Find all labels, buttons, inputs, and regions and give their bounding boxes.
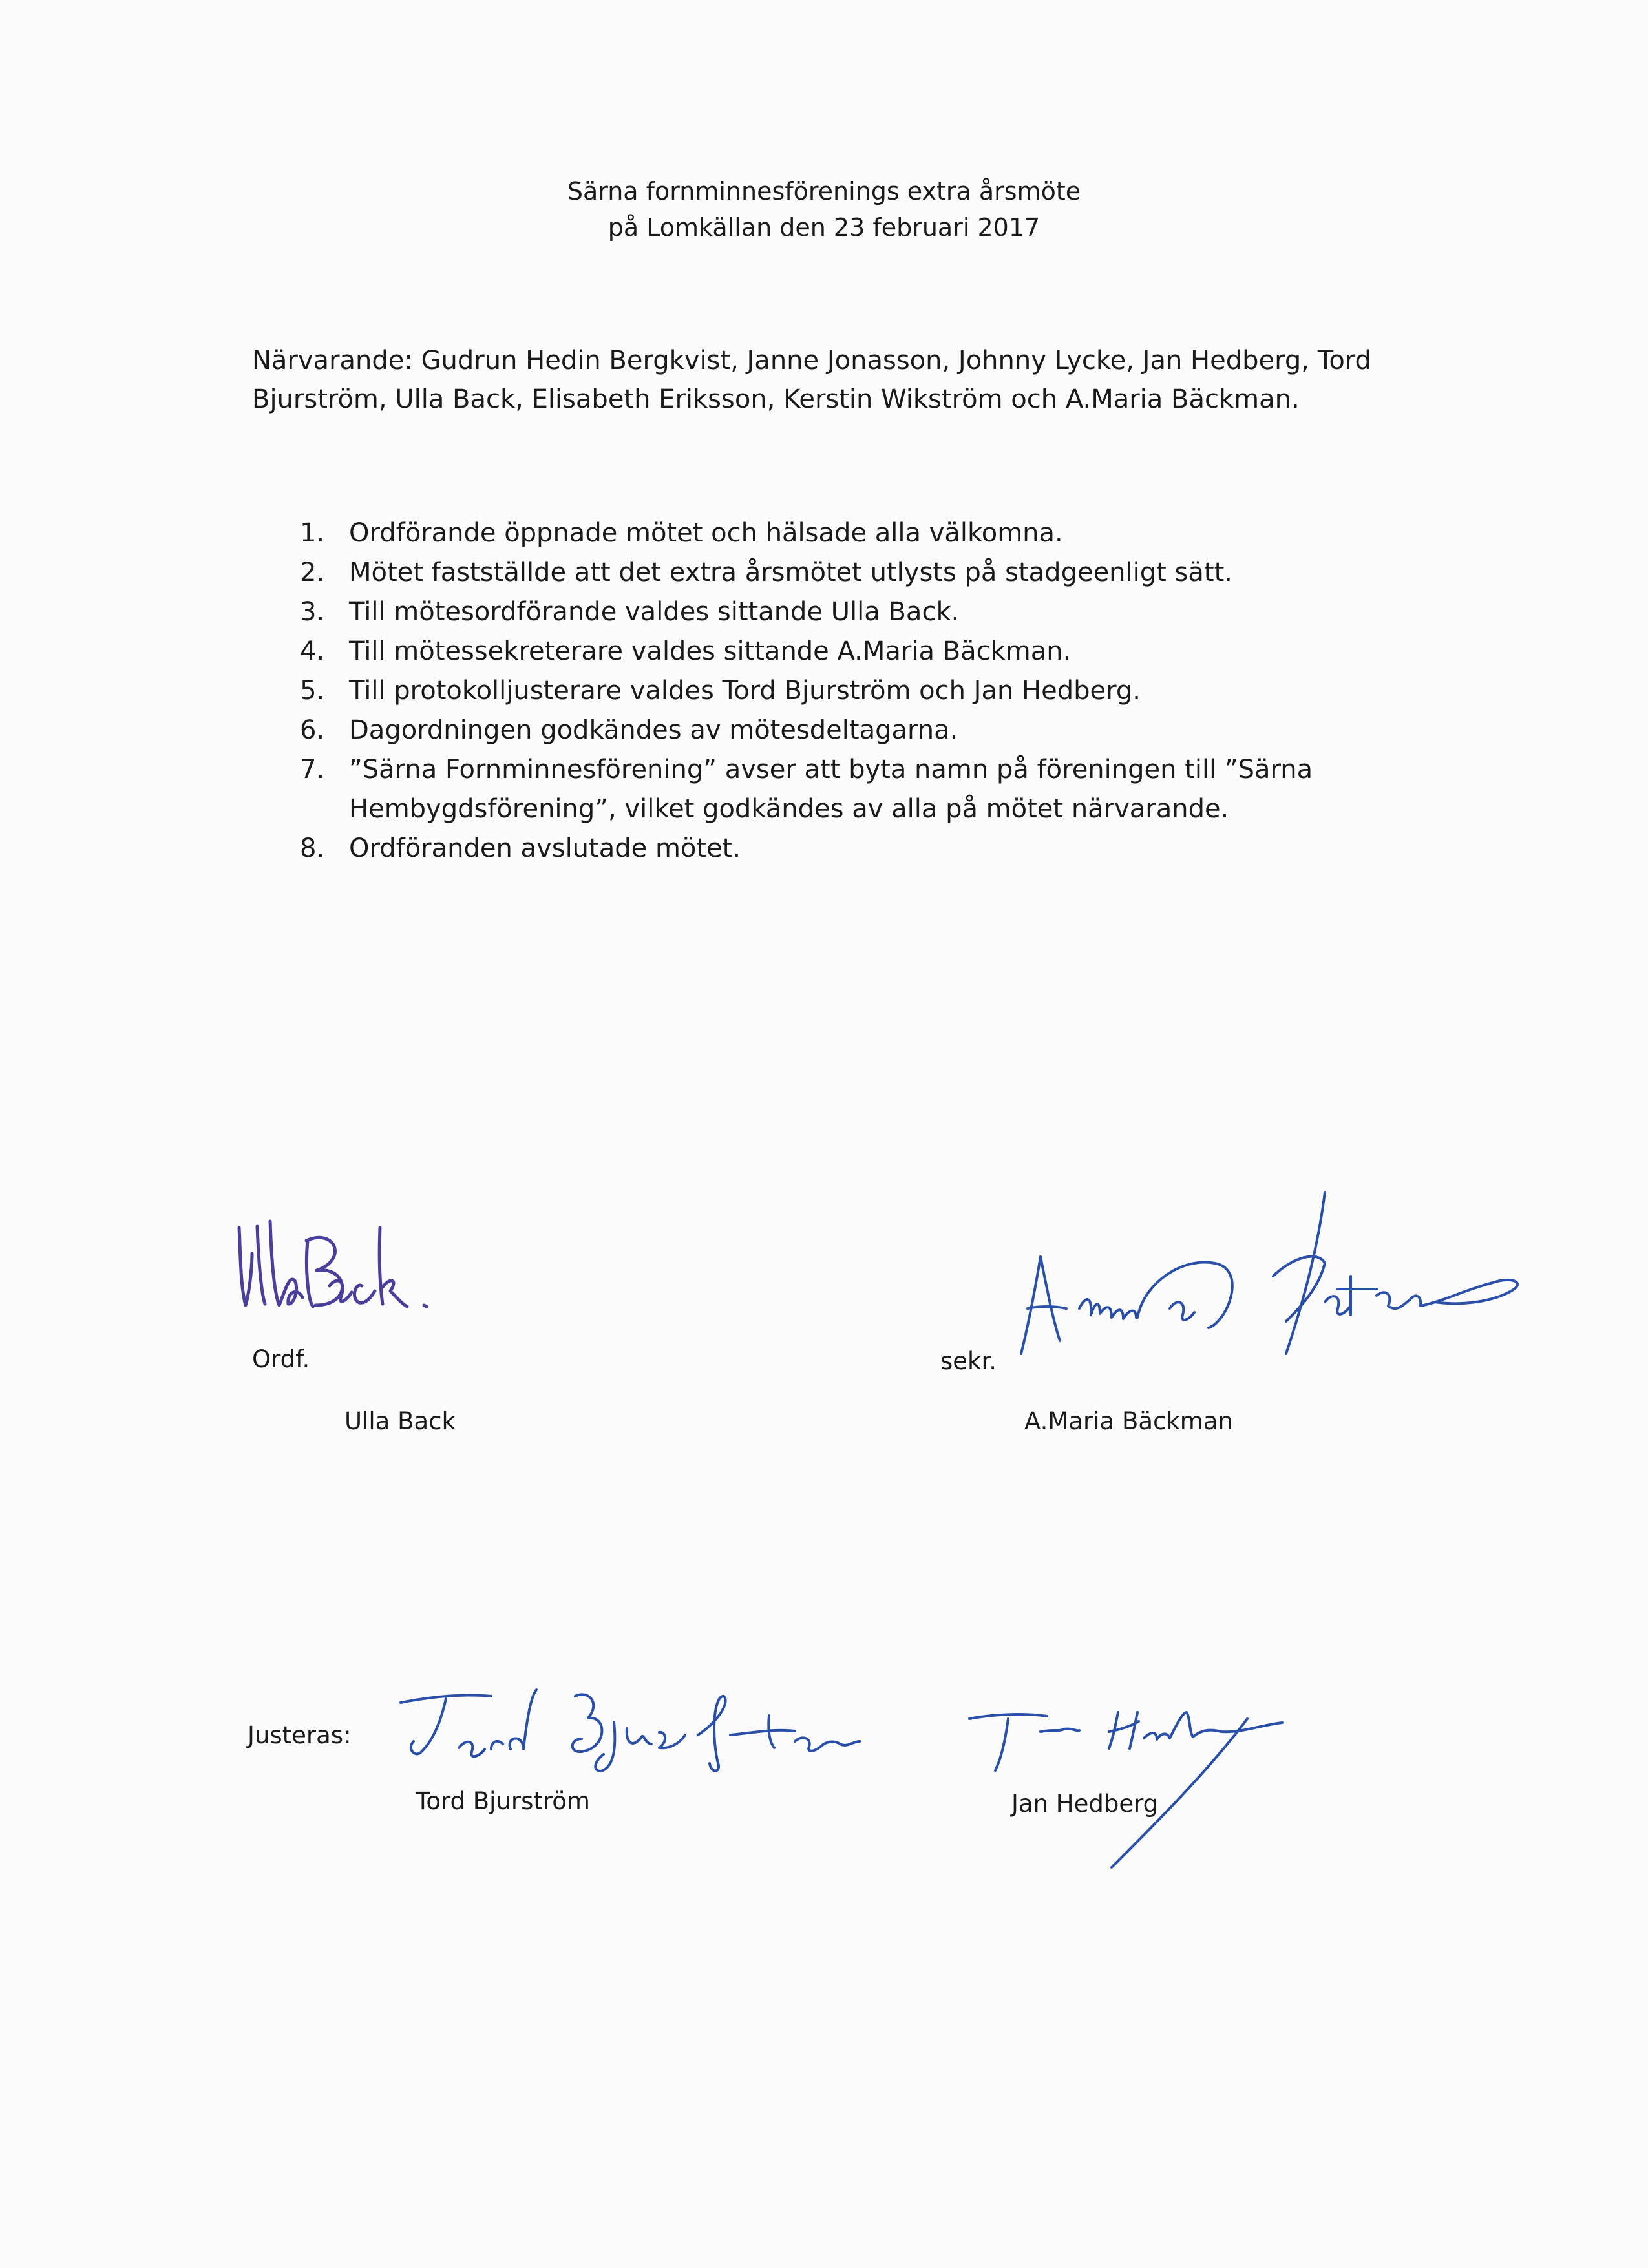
agenda-item-number: 1. xyxy=(300,518,325,548)
agenda-item xyxy=(291,514,1389,553)
document-title xyxy=(0,173,1648,246)
agenda-item-text: Mötet fastställde att det extra årsmötet utlysts på stadgeenligt sätt. xyxy=(349,558,1232,587)
agenda-item xyxy=(291,711,1389,750)
adjuster1-name: Tord Bjurström xyxy=(416,1787,590,1815)
adjusters-label: Justeras: xyxy=(248,1721,352,1749)
secretary-name: A.Maria Bäckman xyxy=(1024,1407,1233,1435)
agenda-item xyxy=(291,750,1389,829)
agenda-item xyxy=(291,593,1389,632)
agenda-item-number: 8. xyxy=(300,834,325,863)
agenda-item xyxy=(291,829,1389,868)
agenda-item-text: Till mötesordförande valdes sittande Ulla Back. xyxy=(349,597,960,627)
adjuster2-name: Jan Hedberg xyxy=(1011,1790,1159,1818)
adjuster2-signature xyxy=(963,1693,1351,1874)
agenda-item-number: 4. xyxy=(300,636,325,666)
chair-role-label: Ordf. xyxy=(252,1345,310,1373)
agenda-item-text: ”Särna Fornminnesförening” avser att byta namn på föreningen till ”Särna Hembygdsförening”, vilket godkändes av alla på mötet närvarande. xyxy=(349,755,1313,824)
agenda-item-text: Ordförande öppnade mötet och hälsade alla välkomna. xyxy=(349,518,1063,548)
agenda-item-number: 2. xyxy=(300,558,325,587)
agenda-item-text: Dagordningen godkändes av mötesdeltagarna. xyxy=(349,715,958,745)
secretary-signature xyxy=(1015,1179,1525,1373)
title-line-1: Särna fornminnesförenings extra årsmöte xyxy=(567,177,1081,205)
agenda-item-text: Ordföranden avslutade mötet. xyxy=(349,834,741,863)
agenda-item-number: 7. xyxy=(300,755,325,784)
agenda-item xyxy=(291,632,1389,671)
agenda-item-number: 3. xyxy=(300,597,325,627)
agenda-item-number: 5. xyxy=(300,676,325,706)
secretary-role-label: sekr. xyxy=(940,1347,997,1375)
agenda-list xyxy=(291,514,1389,868)
chair-signature xyxy=(233,1215,478,1331)
agenda-item-text: Till mötessekreterare valdes sittande A.Maria Bäckman. xyxy=(349,636,1072,666)
agenda-item-text: Till protokolljusterare valdes Tord Bjurström och Jan Hedberg. xyxy=(349,676,1141,706)
attendance-paragraph: Närvarande: Gudrun Hedin Bergkvist, Janne Jonasson, Johnny Lycke, Jan Hedberg, Tord Bjurström, Ulla Back, Elisabeth Eriksson, Kerstin Wikström och A.Maria Bäckman. xyxy=(252,346,1371,414)
chair-name: Ulla Back xyxy=(344,1407,456,1435)
title-line-2: på Lomkällan den 23 februari 2017 xyxy=(607,213,1041,242)
agenda-item xyxy=(291,553,1389,593)
adjuster1-signature xyxy=(394,1677,963,1774)
agenda-item xyxy=(291,671,1389,711)
agenda-item-number: 6. xyxy=(300,715,325,745)
